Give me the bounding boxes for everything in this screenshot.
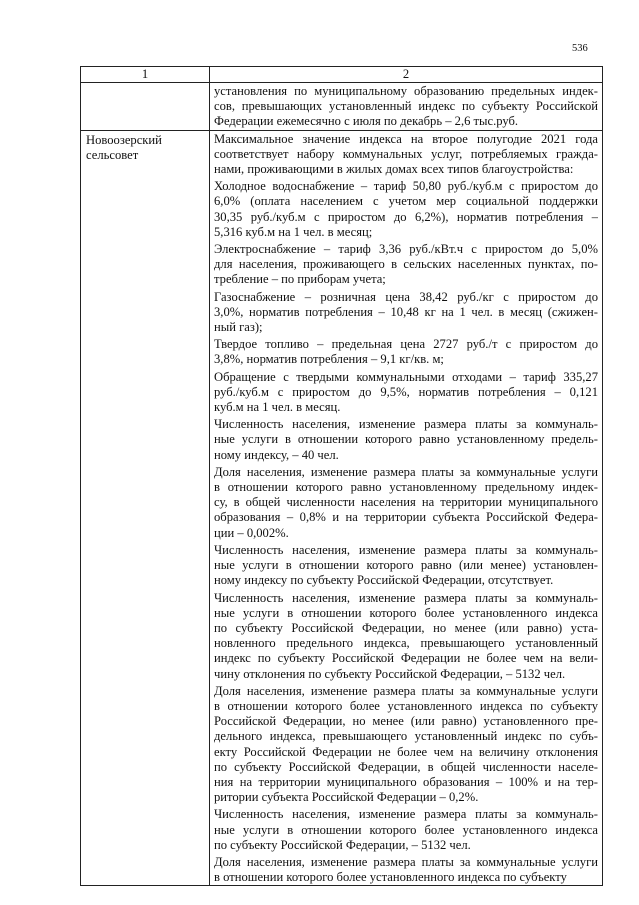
text-line: Твердое топливо – предельная цена 2727 руб./т с приростом до: [214, 337, 598, 352]
text-line: новленного предельного индекса, превышающего установленный: [214, 636, 598, 651]
paragraph: [214, 807, 598, 853]
text-line: ный газ);: [214, 320, 263, 335]
column-header-1: 1: [81, 67, 210, 83]
column-header-2: 2: [210, 67, 603, 83]
paragraph: [214, 417, 598, 463]
text-line: Газоснабжение – розничная цена 38,42 руб./кг с приростом до: [214, 289, 598, 304]
text-line: соответствует набору коммунальных услуг, потребляемых гражда-: [214, 146, 598, 161]
text-line: ному индексу по субъекту Российской Федерации, отсутствует.: [214, 573, 554, 588]
text-line: по субъекту Российской Федерации, но менее (или равно) уста-: [214, 620, 598, 635]
paragraph: [214, 370, 598, 416]
text-line: Численность населения, изменение размера платы за коммуналь-: [214, 807, 598, 822]
text-line: ные услуги в отношении которого более установленного индекса: [214, 822, 598, 837]
text-line: Максимальное значение индекса на второе полугодие 2021 года: [214, 131, 598, 146]
page-number: 536: [572, 43, 588, 54]
row-label-cell: [81, 130, 210, 886]
text-line: ные услуги в отношении которого равно установленному предель-: [214, 432, 598, 447]
paragraph: [214, 290, 598, 336]
text-line: Российской Федерации, но менее (или равно) установленного пре-: [214, 714, 598, 729]
text-line: Численность населения, изменение размера платы за коммуналь-: [214, 417, 598, 432]
text-line: в отношении которого более установленного индекса по субъекту: [214, 870, 567, 885]
text-line: по субъекту Российской Федерации, – 5132 чел.: [214, 837, 471, 852]
municipality-name-line: сельсовет: [86, 147, 139, 162]
text-line: Доля населения, изменение размера платы за коммунальные услуги: [214, 854, 598, 869]
paragraph: [214, 242, 598, 288]
text-line: ния на территории муниципального образования – 100% и на тер-: [214, 774, 598, 789]
text-line: 3,0%, норматив потребления – 10,48 кг на 1 чел. в месяц (сжижен-: [214, 304, 598, 319]
paragraph: [214, 179, 598, 240]
table-row-novoozersky: [81, 130, 603, 886]
text-line: ные услуги в отношении которого более установленного индекса: [214, 605, 598, 620]
text-line: по субъекту Российской Федерации, в общей численности населе-: [214, 759, 598, 774]
text-line: ритории субъекта Российской Федерации – 0,2%.: [214, 790, 479, 805]
text-line: в отношении которого равно установленному предельному индек-: [214, 480, 598, 495]
row-label-cell: [81, 83, 210, 131]
text-line: нами, проживающими в жилых домах всех типов благоустройства:: [214, 162, 574, 177]
paragraph: [214, 855, 598, 885]
text-line: 3,8%, норматив потребления – 9,1 кг/кв. м;: [214, 352, 444, 367]
text-line: ному индексу, – 40 чел.: [214, 447, 339, 462]
text-line: ные услуги в отношении которого равно (или менее) установлен-: [214, 558, 598, 573]
text-line: Доля населения, изменение размера платы за коммунальные услуги: [214, 683, 598, 698]
text-line: индекс по субъекту Российской Федерации не более чем на вели-: [214, 651, 598, 666]
text-line: Холодное водоснабжение – тариф 50,80 руб./куб.м с приростом до: [214, 179, 598, 194]
text-line: су, в общей численности населения на территории муниципального: [214, 495, 598, 510]
text-line: установления по муниципальному образованию предельных индек-: [214, 84, 598, 98]
text-line: образования – 0,8% и на территории субъекта Российской Федера-: [214, 510, 598, 525]
text-line: Электроснабжение – тариф 3,36 руб./кВт.ч с приростом до 5,0%: [214, 242, 598, 257]
paragraph: [214, 684, 598, 806]
row-content-cell: [210, 83, 603, 131]
table-header-row: [81, 67, 603, 83]
text-line: дельного индекса, превышающего установленный индекс по субъ-: [214, 729, 598, 744]
paragraph: [214, 465, 598, 541]
text-line: куб.м на 1 чел. в месяц.: [214, 400, 341, 415]
text-line: для населения, проживающего в сельских населенных пунктах, по-: [214, 257, 598, 272]
text-line: в отношении которого более установленного индекса по субъекту: [214, 698, 598, 713]
document-table: [80, 66, 603, 886]
paragraph: [214, 337, 598, 367]
text-line: ции – 0,002%.: [214, 525, 289, 540]
paragraph: [214, 591, 598, 682]
text-line: Доля населения, изменение размера платы за коммунальные услуги: [214, 464, 598, 479]
municipality-name-line: Новоозерский: [86, 132, 162, 147]
text-line: 30,35 руб./куб.м с приростом до 6,2%), норматив потребления –: [214, 209, 598, 224]
text-line: руб./куб.м с приростом до 9,5%, норматив потребления – 0,121: [214, 384, 598, 399]
row-content-cell: [210, 130, 603, 886]
text-line: Обращение с твердыми коммунальными отходами – тариф 335,27: [214, 369, 598, 384]
text-line: Федерации ежемесячно с июля по декабрь – 2,6 тыс.руб.: [214, 114, 519, 129]
text-line: требление – по приборам учета;: [214, 272, 386, 287]
paragraph: [214, 132, 598, 178]
text-line: сов, превышающих установленный индекс по субъекту Российской: [214, 99, 598, 114]
text-line: 5,316 куб.м на 1 чел. в месяц;: [214, 224, 373, 239]
text-line: екту Российской Федерации не более чем на величину отклонения: [214, 744, 598, 759]
paragraph: [214, 543, 598, 589]
text-line: чину отклонения по субъекту Российской Федерации, – 5132 чел.: [214, 666, 566, 681]
text-line: Численность населения, изменение размера платы за коммуналь-: [214, 542, 598, 557]
table-row-continuation: [81, 83, 603, 131]
paragraph: [214, 84, 598, 130]
text-line: Численность населения, изменение размера платы за коммуналь-: [214, 590, 598, 605]
text-line: 6,0% (оплата населением с учетом мер социальной поддержки: [214, 194, 598, 209]
